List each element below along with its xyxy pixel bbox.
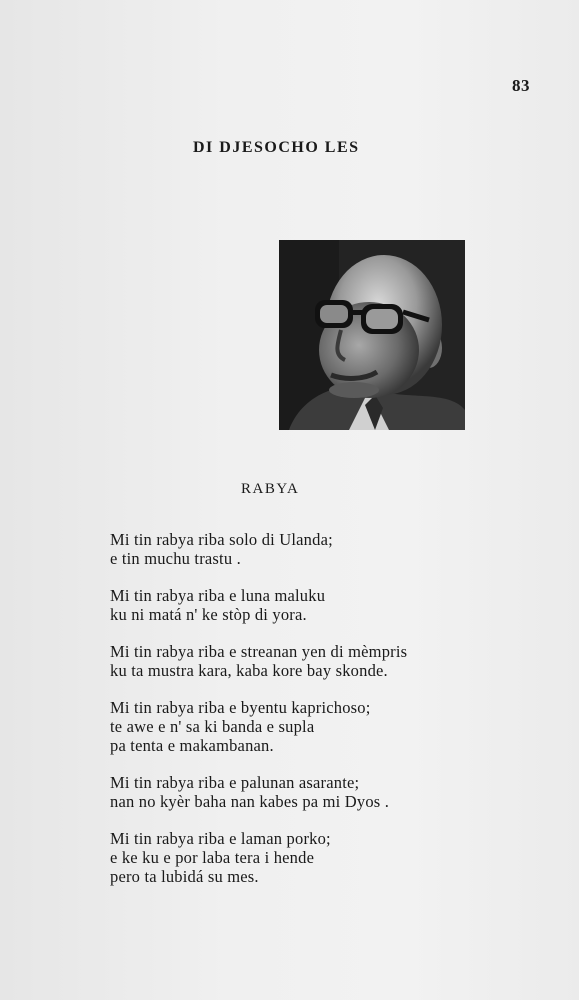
stanza	[110, 530, 510, 568]
portrait-illustration	[279, 240, 465, 430]
poem-line: ku ta mustra kara, kaba kore bay skonde.	[110, 661, 388, 680]
stanza	[110, 642, 510, 680]
page-number: 83	[512, 76, 530, 95]
poem-line: e tin muchu trastu .	[110, 549, 241, 568]
poem-line: Mi tin rabya riba e laman porko;	[110, 829, 331, 848]
author-portrait-photo	[279, 240, 465, 430]
poem-title: RABYA	[241, 481, 300, 497]
poem-line: Mi tin rabya riba solo di Ulanda;	[110, 530, 333, 549]
poem-line: Mi tin rabya riba e luna maluku	[110, 586, 326, 605]
poem-line: nan no kyèr baha nan kabes pa mi Dyos .	[110, 792, 390, 811]
stanza	[110, 829, 510, 886]
poem-line: Mi tin rabya riba e streanan yen di mèmpris	[110, 642, 408, 661]
poem-line: pa tenta e makambanan.	[110, 736, 274, 755]
poem-line: e ke ku e por laba tera i hende	[110, 848, 315, 867]
poem-line: te awe e n' sa ki banda e supla	[110, 717, 315, 736]
poem-line: ku ni matá n' ke stòp di yora.	[110, 605, 307, 624]
poem-line: Mi tin rabya riba e byentu kaprichoso;	[110, 698, 371, 717]
stanza	[110, 773, 510, 811]
section-title: DI DJESOCHO LES	[193, 139, 360, 156]
stanza	[110, 586, 510, 624]
poem-line: pero ta lubidá su mes.	[110, 867, 259, 886]
poem-line: Mi tin rabya riba e palunan asarante;	[110, 773, 360, 792]
stanza	[110, 698, 510, 755]
poem-body	[110, 530, 510, 904]
